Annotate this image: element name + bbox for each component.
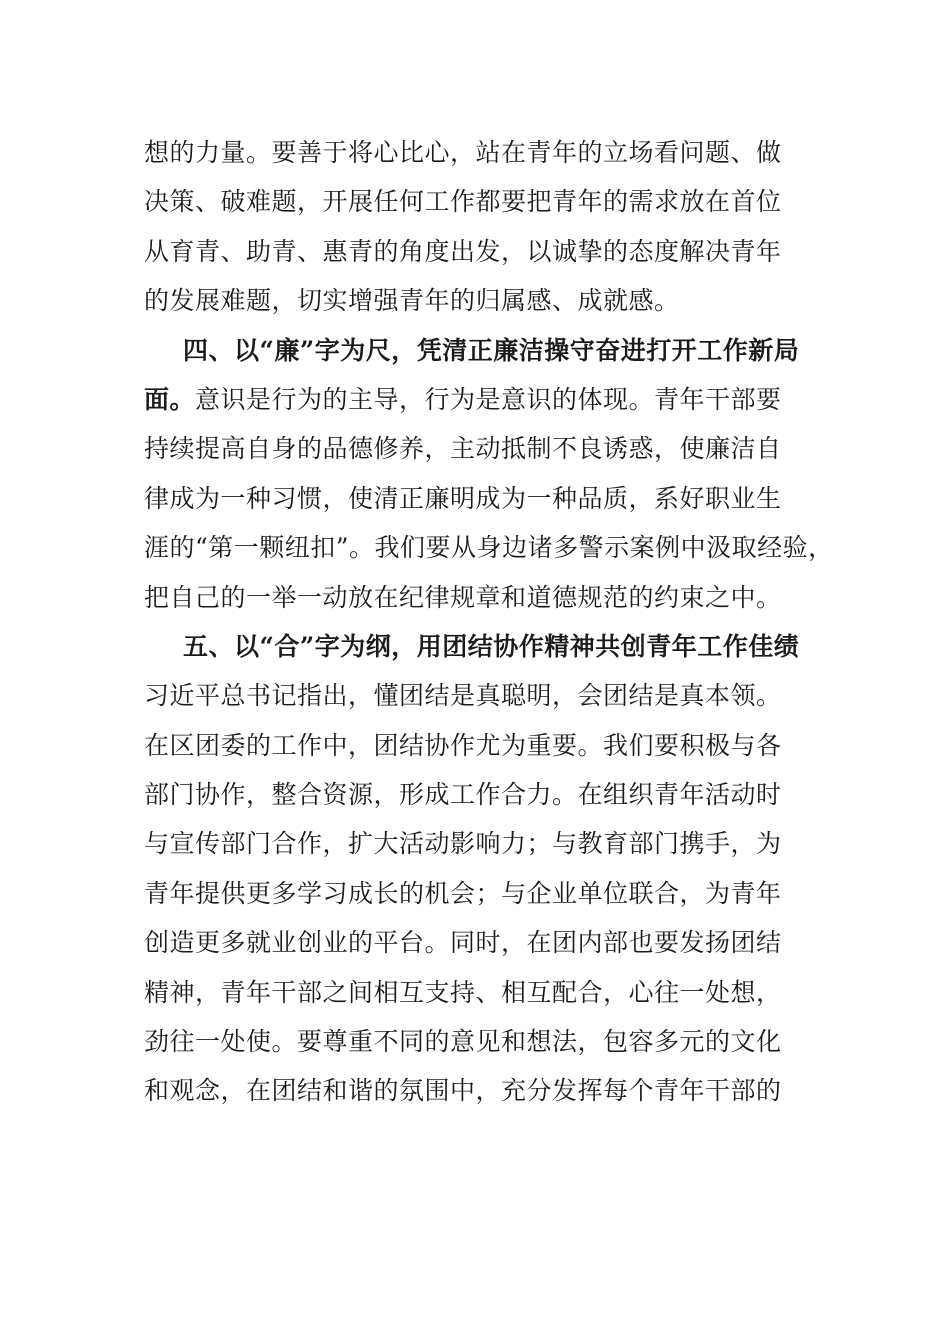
text-line: 从育青、助青、惠青的角度出发，以诚挚的态度解决青年 [144,236,782,266]
text-line: 的发展难题，切实增强青年的归属感、成就感。 [144,286,680,316]
text-line: 青年提供更多学习成长的机会；与企业单位联合，为青年 [144,878,782,908]
text-span: 意识是行为的主导，行为是意识的体现。青年干部要 [195,384,782,414]
text-line: 创造更多就业创业的平台。同时，在团内部也要发扬团结 [144,928,782,958]
text-line: 律成为一种习惯，使清正廉明成为一种品质，系好职业生 [144,483,782,513]
text-line: 持续提高自身的品德修养，主动抵制不良诱惑，使廉洁自 [144,434,782,464]
text-line: 在区团委的工作中，团结协作尤为重要。我们要积极与各 [144,730,782,760]
text-line: 决策、破难题，开展任何工作都要把青年的需求放在首位 [144,187,782,217]
text-line: 习近平总书记指出，懂团结是真聪明，会团结是真本领。 [144,681,782,711]
section-heading-5: 五、以“合”字为纲，用团结协作精神共创青年工作佳绩 [183,631,800,661]
document-body [144,128,834,1116]
text-line: 和观念，在团结和谐的氛围中，充分发挥每个青年干部的 [144,1076,782,1106]
text-line: 部门协作，整合资源，形成工作合力。在组织青年活动时 [144,780,782,810]
section-heading-4: 四、以“廉”字为尺，凭清正廉洁操守奋进打开工作新局 [183,335,800,365]
text-line: 涯的“第一颗纽扣”。我们要从身边诸多警示案例中汲取经验， [144,533,834,563]
text-line [144,375,834,424]
text-line: 精神，青年干部之间相互支持、相互配合，心往一处想， [144,977,782,1007]
text-line: 想的力量。要善于将心比心，站在青年的立场看问题、做 [144,138,782,167]
text-line: 劲往一处使。要尊重不同的意见和想法，包容多元的文化 [144,1027,782,1057]
text-line: 把自己的一举一动放在纪律规章和道德规范的约束之中。 [144,582,782,612]
section-heading-4-end: 面。 [144,384,196,414]
text-line: 与宣传部门合作，扩大活动影响力；与教育部门携手，为 [144,829,782,859]
